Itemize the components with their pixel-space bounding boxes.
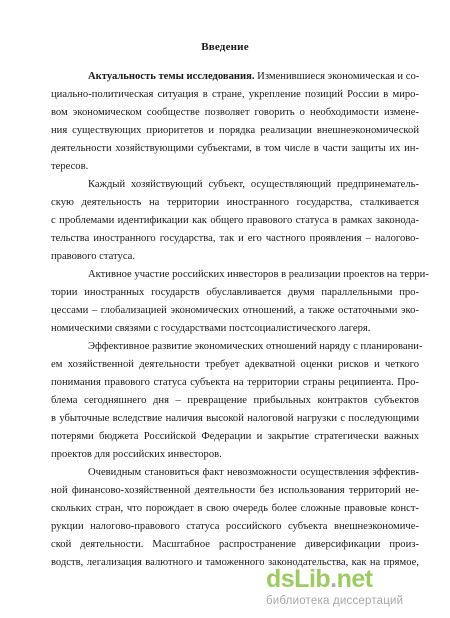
watermark-logo-main: dsLib [266,565,331,593]
text-line: водств, легализация валютного и таможенного законодательства, как на прямое, [51,557,419,568]
text-line: скольких стран, что порождает в свою очередь более сложные правовые конст- [51,503,419,514]
text-line: в убыточные вследствие наличия высокой налоговой нагрузки с последующими [51,413,419,424]
text-line: понимания правового статуса субъекта на территории страны реципиента. Про- [51,377,419,388]
lead-text: Изменившиеся экономическая и со- [254,71,420,82]
text-line: тельства иностранного государства, так и его частного проявления – налогово- [51,233,419,244]
text-line: Очевидным становиться факт невозможности осуществления эффектив- [88,467,419,478]
text-line: потерями бюджета Российской Федерации и закрытие стратегически важных [51,431,419,442]
text-line: Активное участие российских инвесторов в реализации проектов на терри- [88,269,429,280]
text-line: Каждый хозяйствующий субъект, осуществляющий предпринематель- [88,179,419,190]
text-line: циально-политическая ситуация в стране, укрепление позиций России в миро- [51,89,419,100]
text-line: вом экономическом сообществе позволяет говорить о необходимости измене- [51,107,419,118]
text-line: номическими связями с государствами постсоциалистического лагеря. [51,323,371,334]
text-line: рукции налогово-правового статуса российского субъекта внешнеэкономиче- [51,521,419,532]
text-line: блема сегодняшнего дня – превращение прибыльных контрактов субъектов [51,395,419,406]
watermark-logo-dot: . [330,565,337,593]
watermark [266,565,446,611]
text-line: проектов для российских инвесторов. [51,449,222,460]
text-line: ной финансово-хозяйственной деятельности без использования территорий не- [51,485,419,496]
page-heading: Введение [201,41,249,53]
section-title: Актуальность темы исследования. [88,71,255,82]
text-line: скую деятельность на территории иностранного государства, сталкивается [51,197,419,208]
text-line: Эффективное развитие экономических отношений наряду с планировани- [88,341,423,352]
text-line: деятельности хозяйствующими субъектами, в том числе в части защиты их ин- [51,143,419,154]
text-line: тории иностранных государств обуславливается двумя параллельными про- [51,287,419,298]
watermark-logo [266,565,373,594]
watermark-subtitle: библиотека диссертаций [266,595,404,607]
text-line: правового статуса. [51,251,136,262]
text-line: ния существующих приоритетов и порядка реализации внешнеэкономической [51,125,419,136]
text-line: с проблемами идентификации как общего правового статуса в рамках законода- [51,215,419,226]
text-line: тересов. [51,161,89,172]
text-line: цессами – глобализацией экономических отношений, а также остаточными эко- [51,305,419,316]
text-line: ем хозяйственной деятельности требует адекватной оценки рисков и четкого [51,359,419,370]
watermark-logo-tld: net [336,565,373,593]
text-line [88,71,419,83]
text-line: ской деятельности. Масштабное распространение диверсификации произ- [51,539,419,550]
